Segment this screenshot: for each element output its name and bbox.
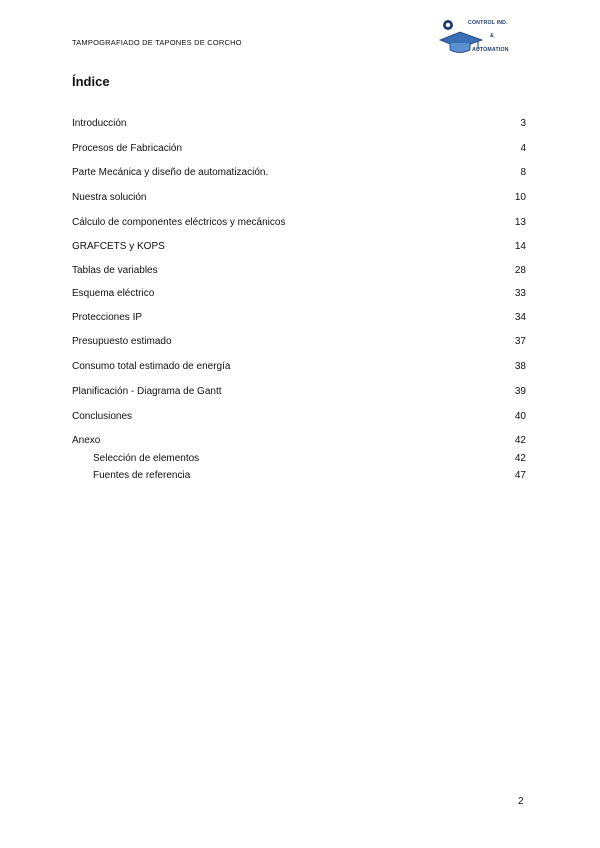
logo-line-2: & bbox=[490, 33, 494, 39]
toc-entry-label: Tablas de variables bbox=[72, 265, 158, 276]
toc-entry-page: 4 bbox=[520, 143, 526, 154]
toc-entry-page: 8 bbox=[520, 167, 526, 178]
toc-entry-page: 33 bbox=[514, 288, 526, 299]
logo-line-1: CONTROL IND. bbox=[468, 20, 508, 26]
toc-entry-page: 42 bbox=[514, 435, 526, 446]
page-title: Índice bbox=[72, 74, 110, 89]
toc-entry-anexo[interactable] bbox=[72, 433, 526, 449]
toc-entry-nuestra-solucion[interactable] bbox=[72, 190, 526, 206]
toc-entry-label: Consumo total estimado de energía bbox=[72, 361, 231, 372]
toc-entry-label: Nuestra solución bbox=[72, 192, 147, 203]
toc-entry-label: GRAFCETS y KOPS bbox=[72, 241, 165, 252]
toc-entry-page: 3 bbox=[520, 118, 526, 129]
toc-entry-parte-mecanica[interactable] bbox=[72, 165, 526, 181]
toc-entry-page: 13 bbox=[514, 217, 526, 228]
toc-entry-label: Conclusiones bbox=[72, 411, 133, 422]
toc-entry-label: Esquema eléctrico bbox=[72, 288, 155, 299]
logo-line-3: AUTOMATION bbox=[472, 47, 509, 53]
toc-entry-conclusiones[interactable] bbox=[72, 409, 526, 425]
toc-subentry-seleccion[interactable] bbox=[72, 451, 526, 467]
toc-entry-label: Introducción bbox=[72, 118, 127, 129]
company-logo bbox=[438, 16, 528, 60]
toc-entry-label: Selección de elementos bbox=[93, 453, 200, 464]
toc-entry-planificacion[interactable] bbox=[72, 384, 526, 400]
toc-entry-label: Protecciones IP bbox=[72, 312, 143, 323]
toc-entry-page: 34 bbox=[514, 312, 526, 323]
toc-entry-label: Presupuesto estimado bbox=[72, 336, 172, 347]
toc-subentry-fuentes[interactable] bbox=[72, 468, 526, 484]
toc-entry-tablas[interactable] bbox=[72, 263, 526, 279]
toc-entry-page: 14 bbox=[514, 241, 526, 252]
toc-entry-label: Anexo bbox=[72, 435, 101, 446]
toc-entry-label: Planificación - Diagrama de Gantt bbox=[72, 386, 222, 397]
toc-entry-page: 37 bbox=[514, 336, 526, 347]
header-title: TAMPOGRAFIADO DE TAPONES DE CORCHO bbox=[72, 38, 242, 47]
toc-entry-esquema[interactable] bbox=[72, 286, 526, 302]
toc-entry-page: 38 bbox=[514, 361, 526, 372]
toc-entry-label: Procesos de Fabricación bbox=[72, 143, 183, 154]
toc-entry-grafcets[interactable] bbox=[72, 239, 526, 255]
toc-entry-procesos[interactable] bbox=[72, 141, 526, 157]
toc-entry-page: 28 bbox=[514, 265, 526, 276]
toc-entry-page: 47 bbox=[514, 470, 526, 481]
toc-entry-calculo[interactable] bbox=[72, 215, 526, 231]
toc-entry-introduccion[interactable] bbox=[72, 116, 526, 132]
toc-entry-label: Parte Mecánica y diseño de automatización. bbox=[72, 167, 269, 178]
toc-entry-page: 42 bbox=[514, 453, 526, 464]
toc-entry-label: Fuentes de referencia bbox=[93, 470, 191, 481]
page-number: 2 bbox=[518, 796, 524, 807]
toc-entry-label: Cálculo de componentes eléctricos y mecánicos bbox=[72, 217, 286, 228]
toc-entry-page: 39 bbox=[514, 386, 526, 397]
toc-entry-page: 40 bbox=[514, 411, 526, 422]
toc-entry-protecciones[interactable] bbox=[72, 310, 526, 326]
toc-entry-consumo[interactable] bbox=[72, 359, 526, 375]
toc-entry-page: 10 bbox=[514, 192, 526, 203]
toc-entry-presupuesto[interactable] bbox=[72, 334, 526, 350]
